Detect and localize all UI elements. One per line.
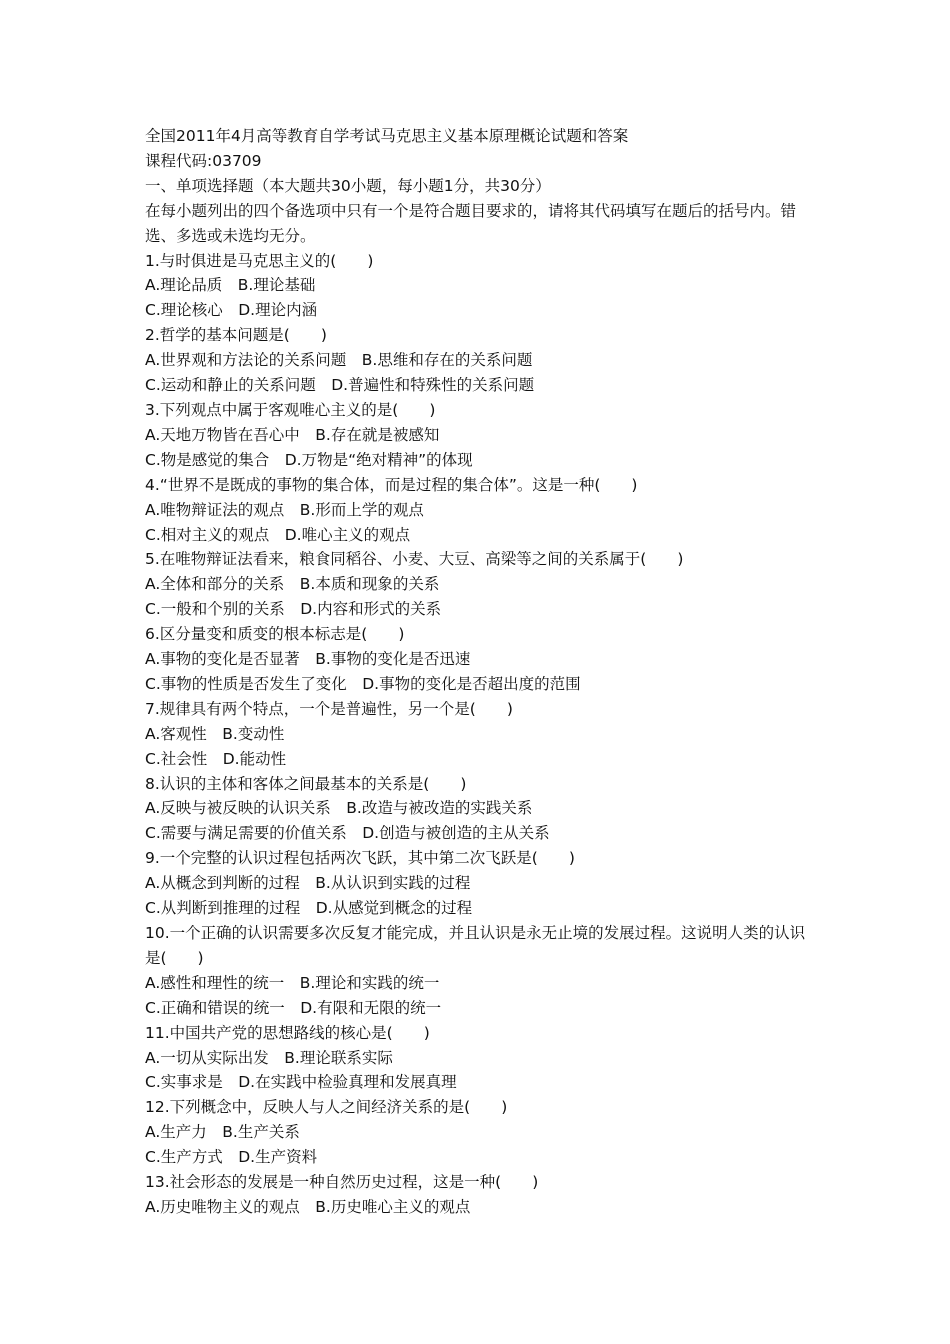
options-cd: C.社会性 D.能动性 bbox=[145, 749, 287, 768]
question-text: 6.区分量变和质变的根本标志是( ) bbox=[145, 625, 405, 644]
options-ab: A.全体和部分的关系 B.本质和现象的关系 bbox=[145, 575, 440, 594]
question-11 bbox=[145, 1021, 815, 1096]
question-text: 3.下列观点中属于客观唯心主义的是( ) bbox=[145, 400, 436, 419]
options-ab: A.天地万物皆在吾心中 B.存在就是被感知 bbox=[145, 425, 440, 444]
question-text: 1.与时俱进是马克思主义的( ) bbox=[145, 251, 374, 270]
question-text: 11.中国共产党的思想路线的核心是( ) bbox=[145, 1023, 430, 1042]
options-ab: A.理论品质 B.理论基础 bbox=[145, 276, 316, 295]
options-ab: A.从概念到判断的过程 B.从认识到实践的过程 bbox=[145, 874, 471, 893]
exam-document bbox=[145, 124, 815, 1220]
question-12 bbox=[145, 1095, 815, 1170]
options-cd: C.正确和错误的统一 D.有限和无限的统一 bbox=[145, 998, 442, 1017]
instructions: 在每小题列出的四个备选项中只有一个是符合题目要求的，请将其代码填写在题后的括号内。错选、多选或未选均无分。 bbox=[145, 201, 797, 245]
question-9 bbox=[145, 846, 815, 921]
question-text: 4.“世界不是既成的事物的集合体，而是过程的集合体”。这是一种( ) bbox=[145, 475, 638, 494]
section-heading: 一、单项选择题（本大题共30小题，每小题1分，共30分） bbox=[145, 176, 551, 195]
question-text: 13.社会形态的发展是一种自然历史过程，这是一种( ) bbox=[145, 1173, 539, 1192]
options-ab: A.事物的变化是否显著 B.事物的变化是否迅速 bbox=[145, 650, 471, 669]
options-ab: A.客观性 B.变动性 bbox=[145, 724, 285, 743]
question-10 bbox=[145, 921, 815, 1021]
options-cd: C.一般和个别的关系 D.内容和形式的关系 bbox=[145, 600, 442, 619]
options-ab: A.世界观和方法论的关系问题 B.思维和存在的关系问题 bbox=[145, 351, 533, 370]
options-ab: A.反映与被反映的认识关系 B.改造与被改造的实践关系 bbox=[145, 799, 533, 818]
options-cd: C.生产方式 D.生产资料 bbox=[145, 1148, 318, 1167]
options-ab: A.唯物辩证法的观点 B.形而上学的观点 bbox=[145, 500, 424, 519]
question-text: 5.在唯物辩证法看来，粮食同稻谷、小麦、大豆、高梁等之间的关系属于( ) bbox=[145, 550, 684, 569]
document-title: 全国2011年4月高等教育自学考试马克思主义基本原理概论试题和答案 bbox=[145, 127, 629, 145]
options-ab: A.历史唯物主义的观点 B.历史唯心主义的观点 bbox=[145, 1197, 471, 1216]
options-cd: C.事物的性质是否发生了变化 D.事物的变化是否超出度的范围 bbox=[145, 674, 581, 693]
question-7 bbox=[145, 697, 815, 772]
course-code: 课程代码:03709 bbox=[145, 151, 262, 170]
question-text: 12.下列概念中，反映人与人之间经济关系的是( ) bbox=[145, 1098, 508, 1117]
question-text: 2.哲学的基本问题是( ) bbox=[145, 326, 327, 345]
question-4 bbox=[145, 473, 815, 548]
question-5 bbox=[145, 547, 815, 622]
options-ab: A.感性和理性的统一 B.理论和实践的统一 bbox=[145, 973, 440, 992]
question-3 bbox=[145, 398, 815, 473]
options-cd: C.相对主义的观点 D.唯心主义的观点 bbox=[145, 525, 411, 544]
question-text: 10.一个正确的认识需要多次反复才能完成，并且认识是永无止境的发展过程。这说明人类的认识是( ) bbox=[145, 924, 806, 967]
options-cd: C.实事求是 D.在实践中检验真理和发展真理 bbox=[145, 1073, 457, 1092]
options-cd: C.理论核心 D.理论内涵 bbox=[145, 301, 318, 320]
options-cd: C.从判断到推理的过程 D.从感觉到概念的过程 bbox=[145, 899, 473, 918]
question-6 bbox=[145, 622, 815, 697]
question-13 bbox=[145, 1170, 815, 1220]
question-8 bbox=[145, 772, 815, 847]
options-cd: C.需要与满足需要的价值关系 D.创造与被创造的主从关系 bbox=[145, 824, 550, 843]
question-text: 8.认识的主体和客体之间最基本的关系是( ) bbox=[145, 774, 467, 793]
options-cd: C.运动和静止的关系问题 D.普遍性和特殊性的关系问题 bbox=[145, 376, 535, 395]
options-cd: C.物是感觉的集合 D.万物是“绝对精神”的体现 bbox=[145, 450, 473, 469]
question-2 bbox=[145, 323, 815, 398]
options-ab: A.一切从实际出发 B.理论联系实际 bbox=[145, 1048, 393, 1067]
question-text: 9.一个完整的认识过程包括两次飞跃，其中第二次飞跃是( ) bbox=[145, 849, 575, 868]
question-text: 7.规律具有两个特点，一个是普遍性，另一个是( ) bbox=[145, 699, 513, 718]
options-ab: A.生产力 B.生产关系 bbox=[145, 1123, 300, 1142]
question-1 bbox=[145, 249, 815, 324]
